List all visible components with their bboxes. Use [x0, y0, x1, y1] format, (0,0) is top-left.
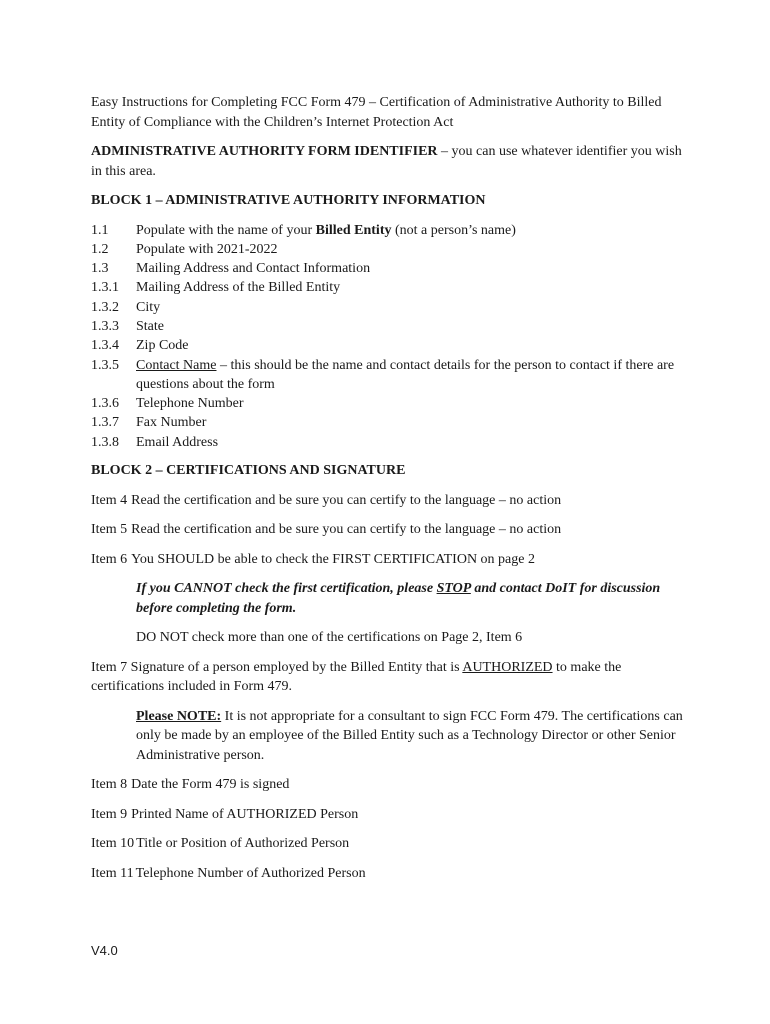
list-item: [91, 356, 691, 395]
identifier-paragraph: [91, 142, 691, 181]
item-number: 1.1: [91, 222, 109, 238]
item-text: State: [136, 318, 164, 334]
stop-emphasis: STOP: [436, 581, 471, 597]
block1-heading: BLOCK 1 – ADMINISTRATIVE AUTHORITY INFORMATION: [91, 193, 486, 208]
item-number: 1.3.5: [91, 357, 119, 373]
document-page: [91, 93, 691, 893]
item-9: [91, 805, 691, 825]
version-footer: V4.0: [91, 943, 118, 958]
item-10: [91, 834, 691, 854]
list-item: [91, 413, 691, 432]
item-label: Item 9: [91, 806, 128, 822]
list-item: [91, 240, 691, 259]
note-text: It is not appropriate for a consultant to sign FCC Form 479. The certifications can only be made by an employee of the Billed Entity such as a Technology Director or other Senior Administrative person.: [136, 708, 683, 763]
item-number: 1.3: [91, 261, 109, 277]
please-note: [136, 707, 691, 766]
item-4: [91, 491, 691, 511]
authorized-emphasis: AUTHORIZED: [462, 659, 553, 675]
item-7: Item 7 Signature of a person employed by the Billed Entity that is AUTHORIZED to make the certifications included in Form 479.: [91, 659, 622, 695]
item-8: [91, 775, 691, 795]
item-text: Zip Code: [136, 338, 189, 354]
list-item: [91, 433, 691, 452]
item-text: Populate with 2021-2022: [136, 241, 278, 257]
item-text: You SHOULD be able to check the FIRST CERTIFICATION on page 2: [131, 551, 535, 567]
list-item: [91, 259, 691, 278]
item-text: Populate with the name of your Billed Entity (not a person’s name): [136, 222, 516, 238]
item-number: 1.3.3: [91, 318, 119, 334]
item-text: Printed Name of AUTHORIZED Person: [131, 806, 359, 822]
item-text: Contact Name – this should be the name and contact details for the person to contact if there are questions about the form: [136, 357, 675, 392]
identifier-heading: ADMINISTRATIVE AUTHORITY FORM IDENTIFIER: [91, 144, 438, 159]
item-5: [91, 520, 691, 540]
list-item: [91, 278, 691, 297]
identifier-text: – you can use whatever identifier you wish in this area.: [91, 144, 682, 179]
list-item: [91, 394, 691, 413]
item-label: Item 4: [91, 492, 128, 508]
item-label: Item 5: [91, 522, 128, 538]
list-item: [91, 317, 691, 336]
block2-heading: BLOCK 2 – CERTIFICATIONS AND SIGNATURE: [91, 463, 406, 479]
item-text: Read the certification and be sure you can certify to the language – no action: [131, 492, 562, 508]
item-number: 1.2: [91, 241, 109, 257]
item-text: Read the certification and be sure you can certify to the language – no action: [131, 522, 562, 538]
item-number: 1.3.4: [91, 338, 119, 354]
item-label: Item 10: [91, 836, 135, 852]
item-label: Item 6: [91, 551, 128, 567]
block1-list: [91, 221, 691, 453]
item-label: Item 11: [91, 865, 134, 881]
item-number: 1.3.7: [91, 415, 119, 431]
document-title: Easy Instructions for Completing FCC Form 479 – Certification of Administrative Authority to Billed Entity of Compliance with the Children’s Internet Protection Act: [91, 95, 662, 130]
item-text: Title or Position of Authorized Person: [136, 836, 350, 852]
item-text: Fax Number: [136, 415, 207, 431]
item-number: 1.3.2: [91, 299, 119, 315]
item-text: Email Address: [136, 434, 219, 450]
list-item: [91, 221, 691, 240]
item-number: 1.3.6: [91, 396, 119, 412]
note-label: Please NOTE:: [136, 708, 222, 724]
item-text: Mailing Address of the Billed Entity: [136, 280, 341, 296]
item-number: 1.3.8: [91, 434, 119, 450]
item-text: Telephone Number of Authorized Person: [135, 865, 366, 881]
do-not-note: DO NOT check more than one of the certifications on Page 2, Item 6: [136, 630, 523, 646]
item-text: City: [136, 299, 161, 315]
stop-warning: If you CANNOT check the first certification, please STOP and contact DoIT for discussion before completing the form.: [136, 581, 661, 616]
item-text: Mailing Address and Contact Information: [136, 261, 371, 277]
item-6: [91, 550, 691, 570]
item-number: 1.3.1: [91, 280, 119, 296]
item-text: Telephone Number: [136, 396, 244, 412]
list-item: [91, 298, 691, 317]
list-item: [91, 336, 691, 355]
item-label: Item 8: [91, 777, 128, 793]
item-text: Date the Form 479 is signed: [131, 777, 290, 793]
item-11: [91, 864, 691, 884]
